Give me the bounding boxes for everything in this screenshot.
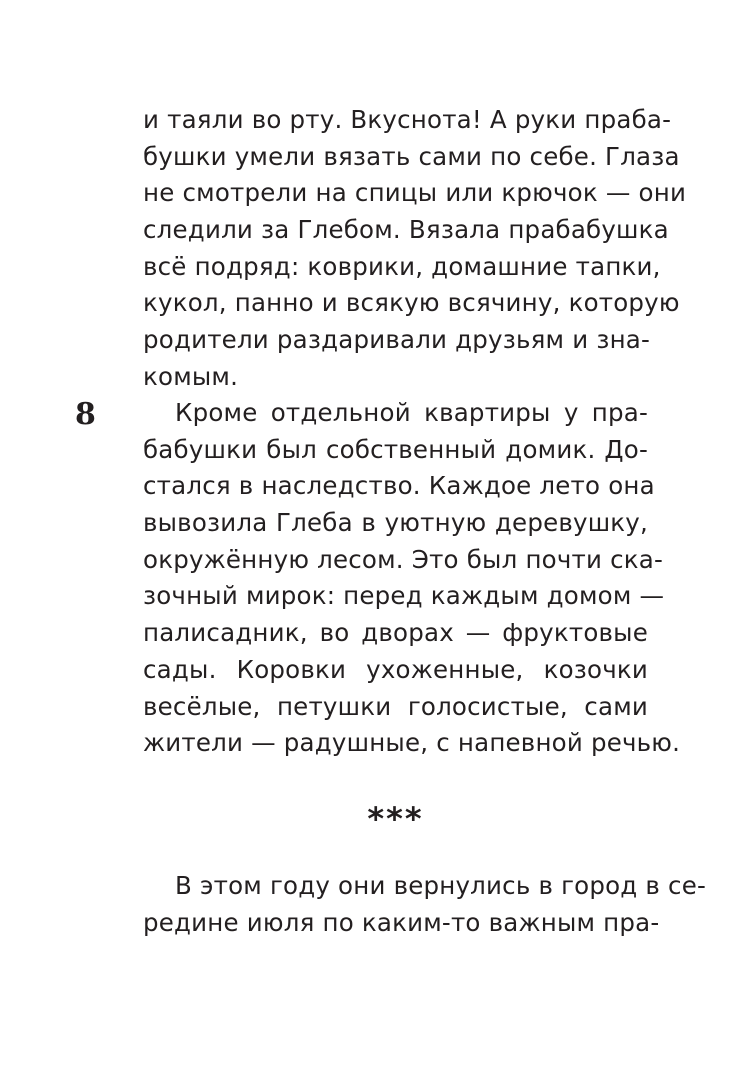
- text-line: стался в наследство. Каждое лето она: [143, 471, 655, 501]
- text-line: не смотрели на спицы или крючок — они: [143, 178, 687, 208]
- paragraph-3: [143, 868, 707, 941]
- text-line: кукол, панно и всякую всячину, которую: [143, 288, 680, 318]
- text-line: бабушки был собственный домик. До-: [143, 434, 648, 464]
- text-line: бушки умели вязать сами по себе. Глаза: [143, 141, 680, 171]
- text-line: палисадник, во дворах — фруктовые: [143, 618, 648, 648]
- text-line: сады. Коровки ухоженные, козочки: [143, 654, 648, 684]
- text-line: окружённую лесом. Это был почти ска-: [143, 544, 664, 574]
- text-line: комым.: [143, 361, 239, 391]
- text-line: жители — радушные, с напевной речью.: [143, 728, 681, 758]
- text-line: зочный мирок: перед каждым домом —: [143, 581, 665, 611]
- text-line: всё подряд: коврики, домашние тапки,: [143, 251, 661, 281]
- text-line: и таяли во рту. Вкуснота! А руки праба-: [143, 105, 672, 134]
- text-line: В этом году они вернулись в город в се-: [175, 871, 707, 900]
- text-line: редине июля по каким-то важным пра-: [143, 907, 660, 937]
- section-separator: ***: [367, 800, 424, 838]
- text-line: родители раздаривали друзьям и зна-: [143, 325, 651, 355]
- page-number: 8: [75, 397, 96, 432]
- text-line: следили за Глебом. Вязала прабабушка: [143, 215, 669, 245]
- text-line: весёлые, петушки голосистые, сами: [143, 691, 648, 721]
- text-line: Кроме отдельной квартиры у пра-: [175, 398, 648, 427]
- paragraph-1: [143, 102, 687, 396]
- paragraph-2: [143, 395, 681, 762]
- text-line: вывозила Глеба в уютную деревушку,: [143, 508, 648, 538]
